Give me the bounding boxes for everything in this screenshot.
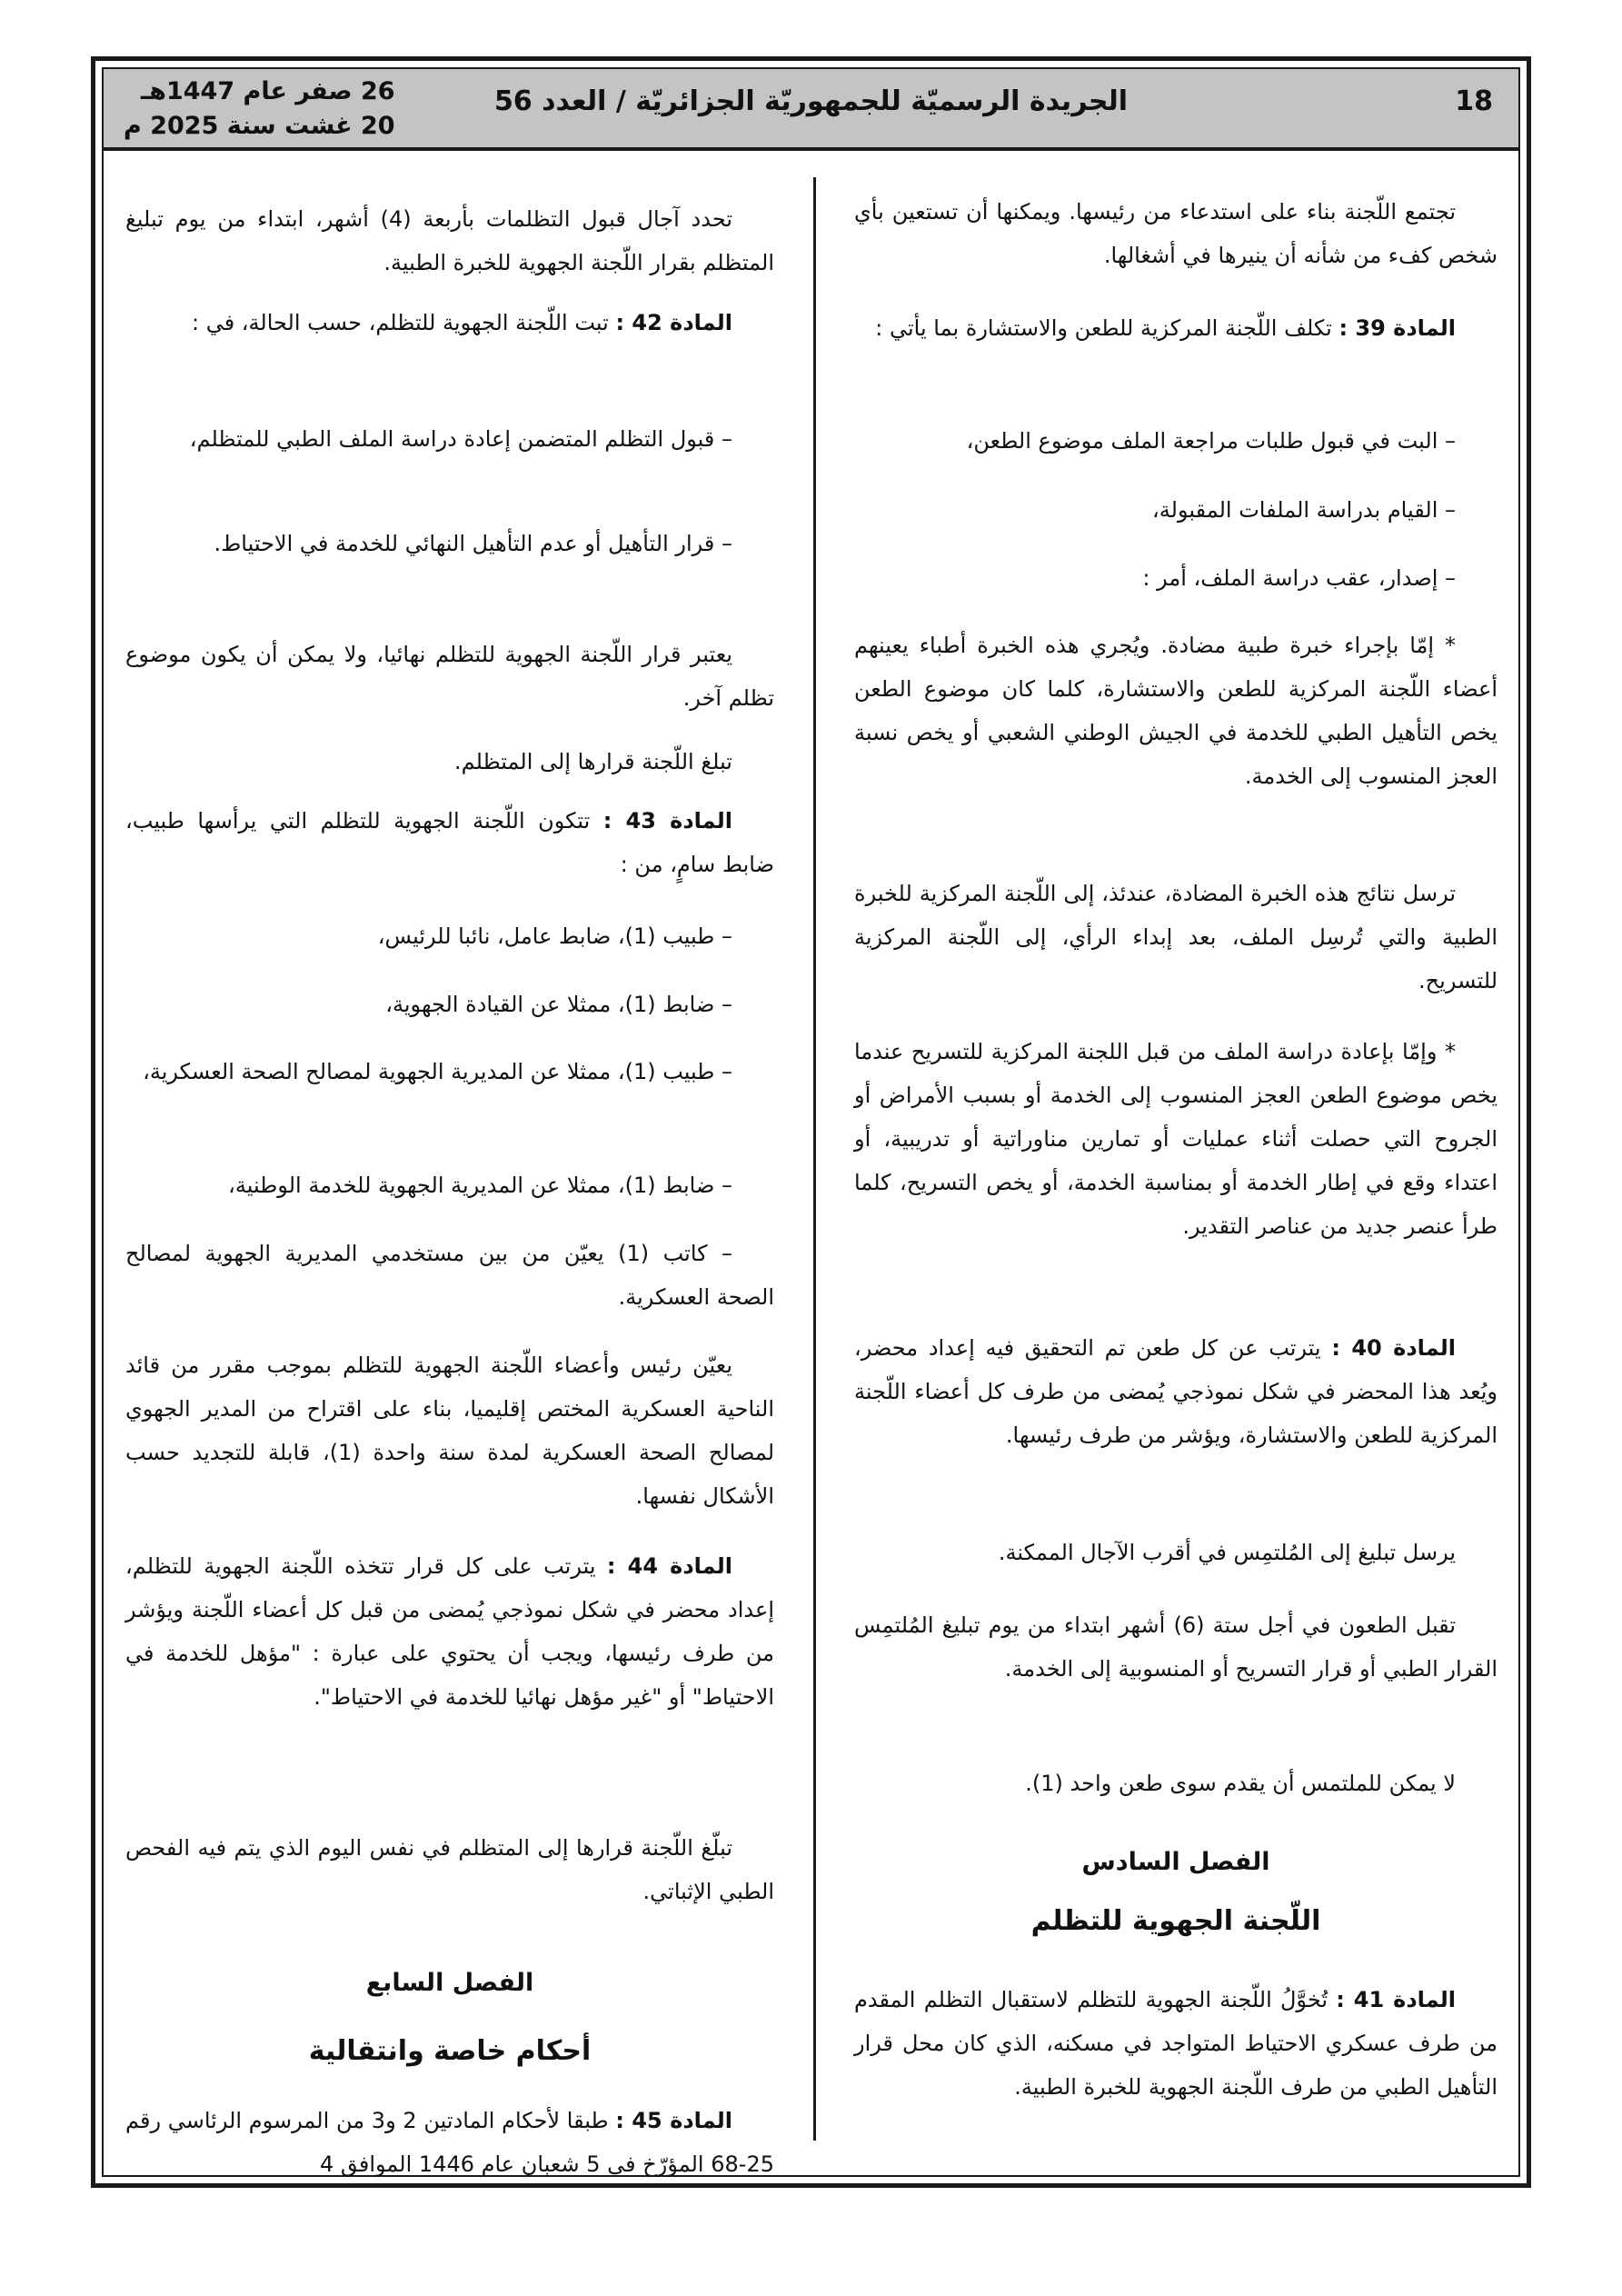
- chapter-title: أحكام خاصة وانتقالية: [308, 2035, 592, 2067]
- article-40: [854, 1326, 1498, 1457]
- paragraph: ترسل نتائج هذه الخبرة المضادة، عندئذ، إلى اللّجنة المركزية للخبرة الطبية والتي تُرسِل الملف، بعد إبداء الرأي، إلى اللّجنة المركزية للتسريح.: [854, 881, 1498, 993]
- paragraph: * وإمّا بإعادة دراسة الملف من قبل اللجنة المركزية للتسريح عندما يخص موضوع الطعن العجز المنسوب إلى الخدمة أو بسبب الأمراض أو الجروح التي حصلت أثناء عمليات أو تمارين مناوراتية أو تدريبية، أو اعتداء وقع في إطار الخدمة أو بمناسبة الخدمة، أو يخص التسريح، كلما طرأ عنصر جديد من عناصر التقدير.: [854, 1039, 1498, 1239]
- article-41: [854, 1978, 1498, 2109]
- article-text: طبقا لأحكام المادتين 2 و3 من المرسوم الرئاسي رقم 25-68 المؤرّخ في 5 شعبان عام 1446 الموافق 4: [125, 2108, 774, 2177]
- article-45: [125, 2099, 774, 2186]
- paragraph: تحدد آجال قبول التظلمات بأربعة (4) أشهر، ابتداء من يوم تبليغ المتظلم بقرار اللّجنة الجهوية للخبرة الطبية.: [125, 206, 774, 275]
- paragraph: * إمّا بإجراء خبرة طبية مضادة. ويُجري هذه الخبرة أطباء يعينهم أعضاء اللّجنة المركزية للطعن والاستشارة، كلما كان موضوع الطعن يخص التأهيل الطبي للخدمة في الجيش الوطني الشعبي أو يخص نسبة العجز المنسوب إلى الخدمة.: [854, 633, 1498, 789]
- list-item: – إصدار، عقب دراسة الملف، أمر :: [1142, 565, 1456, 591]
- article-text: يترتب على كل قرار تتخذه اللّجنة الجهوية للتظلم، إعداد محضر في شكل نموذجي يُمضى من قبل كل أعضاء اللّجنة ويؤشر من طرف رئيسها، ويجب أن يحتوي على عبارة : "مؤهل للخدمة في الاحتياط" أو "غير مؤهل نهائيا للخدمة في الاحتياط".: [125, 1553, 774, 1710]
- gazette-title: الجريدة الرسميّة للجمهوريّة الجزائريّة / العدد 56: [493, 85, 1129, 117]
- list-item: – طبيب (1)، ممثلا عن المديرية الجهوية لمصالح الصحة العسكرية،: [143, 1059, 732, 1084]
- list-item: – طبيب (1)، ضابط عامل، نائبا للرئيس،: [377, 923, 732, 949]
- paragraph: يعيّن رئيس وأعضاء اللّجنة الجهوية للتظلم بموجب مقرر من قائد الناحية العسكرية المختص إقليميا، بناء على اقتراح من المدير الجهوي لمصالح الصحة العسكرية لمدة سنة واحدة (1)، قابلة للتجديد حسب الأشكال نفسها.: [125, 1353, 775, 1509]
- list-item: – البت في قبول طلبات مراجعة الملف موضوع الطعن،: [966, 428, 1456, 454]
- paragraph: يرسل تبليغ إلى المُلتمِس في أقرب الآجال الممكنة.: [998, 1540, 1456, 1565]
- article-text: يترتب عن كل طعن تم التحقيق فيه إعداد محضر، ويُعد هذا المحضر في شكل نموذجي يُمضى من طرف كل أعضاء اللّجنة المركزية للطعن والاستشارة، ويؤشر من طرف رئيسها.: [854, 1335, 1498, 1448]
- issue-dates: [124, 75, 395, 144]
- list-item: – قبول التظلم المتضمن إعادة دراسة الملف الطبي للمتظلم،: [189, 426, 732, 452]
- article-label: المادة 41 :: [1336, 1987, 1456, 2012]
- article-39: [854, 306, 1498, 350]
- article-label: المادة 42 :: [615, 310, 732, 335]
- paragraph: تجتمع اللّجنة بناء على استدعاء من رئيسها. ويمكنها أن تستعين بأي شخص كفء من شأنه أن ينيرها في أشغالها.: [854, 199, 1498, 268]
- article-label: المادة 40 :: [1331, 1335, 1457, 1361]
- paragraph: لا يمكن للملتمس أن يقدم سوى طعن واحد (1).: [1025, 1771, 1456, 1796]
- chapter-heading: الفصل السادس: [1081, 1848, 1270, 1876]
- hijri-date: 26 صفر عام 1447هـ: [141, 77, 395, 105]
- chapter-title: اللّجنة الجهوية للتظلم: [1030, 1905, 1321, 1937]
- list-item: – ضابط (1)، ممثلا عن المديرية الجهوية للخدمة الوطنية،: [228, 1173, 732, 1198]
- article-label: المادة 44 :: [606, 1553, 732, 1579]
- gregorian-date: 20 غشت سنة 2025 م: [124, 112, 395, 140]
- paragraph: تبلغ اللّجنة قرارها إلى المتظلم.: [454, 749, 732, 774]
- article-42: [125, 301, 774, 344]
- chapter-heading: الفصل السابع: [365, 1969, 534, 1997]
- article-text: تكلف اللّجنة المركزية للطعن والاستشارة بما يأتي :: [875, 315, 1339, 341]
- article-label: المادة 39 :: [1338, 315, 1456, 341]
- paragraph: تبلّغ اللّجنة قرارها إلى المتظلم في نفس اليوم الذي يتم فيه الفحص الطبي الإثباتي.: [125, 1835, 774, 1904]
- article-label: المادة 45 :: [615, 2108, 733, 2133]
- paragraph: تقبل الطعون في أجل ستة (6) أشهر ابتداء من يوم تبليغ المُلتمِس القرار الطبي أو قرار التسريح أو المنسوبية إلى الخدمة.: [854, 1612, 1498, 1682]
- list-item: – كاتب (1) يعيّن من بين مستخدمي المديرية الجهوية لمصالح الصحة العسكرية.: [125, 1241, 774, 1310]
- article-text: تتكون اللّجنة الجهوية للتظلم التي يرأسها طبيب، ضابط سامٍ، من :: [125, 808, 774, 877]
- list-item: – قرار التأهيل أو عدم التأهيل النهائي للخدمة في الاحتياط.: [214, 531, 732, 556]
- paragraph: يعتبر قرار اللّجنة الجهوية للتظلم نهائيا، ولا يمكن أن يكون موضوع تظلم آخر.: [125, 642, 774, 711]
- list-item: – ضابط (1)، ممثلا عن القيادة الجهوية،: [385, 992, 732, 1017]
- article-44: [125, 1544, 774, 1719]
- column-divider: [813, 177, 816, 2141]
- article-label: المادة 43 :: [602, 808, 733, 834]
- article-43: [125, 799, 774, 886]
- gazette-header: [104, 69, 1518, 151]
- article-text: تبت اللّجنة الجهوية للتظلم، حسب الحالة، في :: [191, 310, 616, 335]
- page-number: 18: [1455, 85, 1493, 117]
- article-text: تُخوَّلُ اللّجنة الجهوية للتظلم لاستقبال التظلم المقدم من طرف عسكري الاحتياط المتواجد في مسكنه، الذي كان محل قرار التأهيل الطبي من طرف اللّجنة الجهوية للخبرة الطبية.: [854, 1987, 1498, 2100]
- list-item: – القيام بدراسة الملفات المقبولة،: [1152, 497, 1456, 523]
